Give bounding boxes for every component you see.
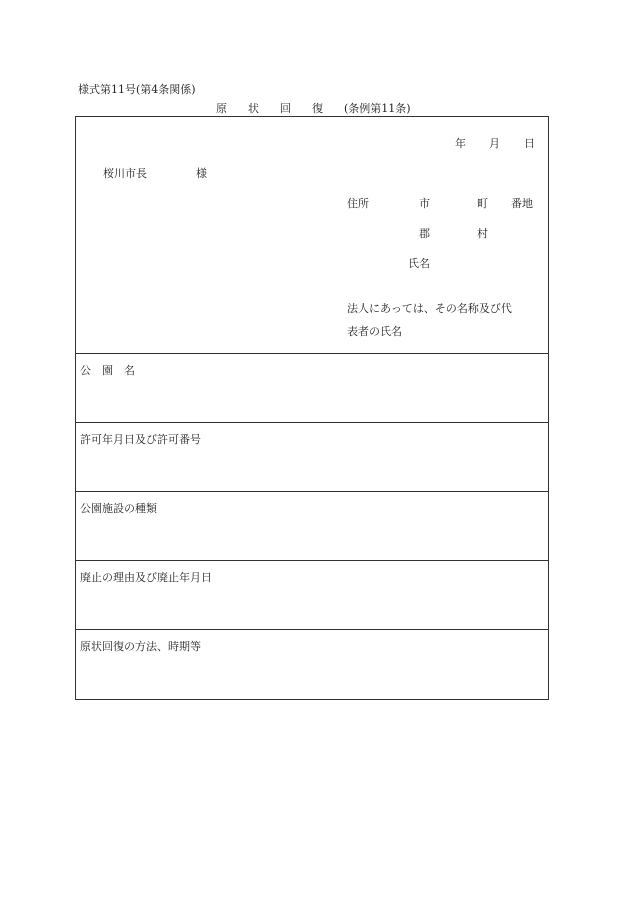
corporate-note-line1: 法人にあっては、その名称及び代 [347, 302, 512, 315]
title-reference: (条例第11条) [344, 102, 411, 115]
form-number: 様式第11号(第4条関係) [78, 83, 196, 96]
address-label: 住所 [347, 197, 369, 210]
date-month: 月 [489, 137, 500, 150]
field-label-park-name: 公 園 名 [80, 364, 135, 377]
form-table [75, 116, 549, 700]
header-block [76, 117, 548, 354]
address-lot: 番地 [511, 197, 533, 210]
field-row-facility-type [76, 492, 548, 561]
field-label-facility-type: 公園施設の種類 [80, 502, 157, 515]
name-label: 氏名 [408, 257, 430, 270]
title-main: 原状回復 [216, 102, 344, 115]
addressee-honorific: 様 [196, 167, 207, 180]
address-village: 村 [477, 227, 488, 240]
field-row-permit [76, 423, 548, 492]
address-county: 郡 [419, 227, 430, 240]
address-town: 町 [477, 197, 488, 210]
field-row-abolition [76, 561, 548, 630]
date-year: 年 [455, 137, 466, 150]
field-row-park-name [76, 354, 548, 423]
address-city: 市 [419, 197, 430, 210]
field-label-permit: 許可年月日及び許可番号 [80, 433, 201, 446]
document-title [216, 100, 411, 116]
field-label-abolition: 廃止の理由及び廃止年月日 [80, 571, 212, 584]
field-row-restoration [76, 630, 548, 699]
addressee-name: 桜川市長 [103, 167, 147, 180]
corporate-note-line2: 表者の氏名 [347, 325, 402, 338]
field-label-restoration: 原状回復の方法、時期等 [80, 640, 201, 653]
date-day: 日 [524, 137, 535, 150]
